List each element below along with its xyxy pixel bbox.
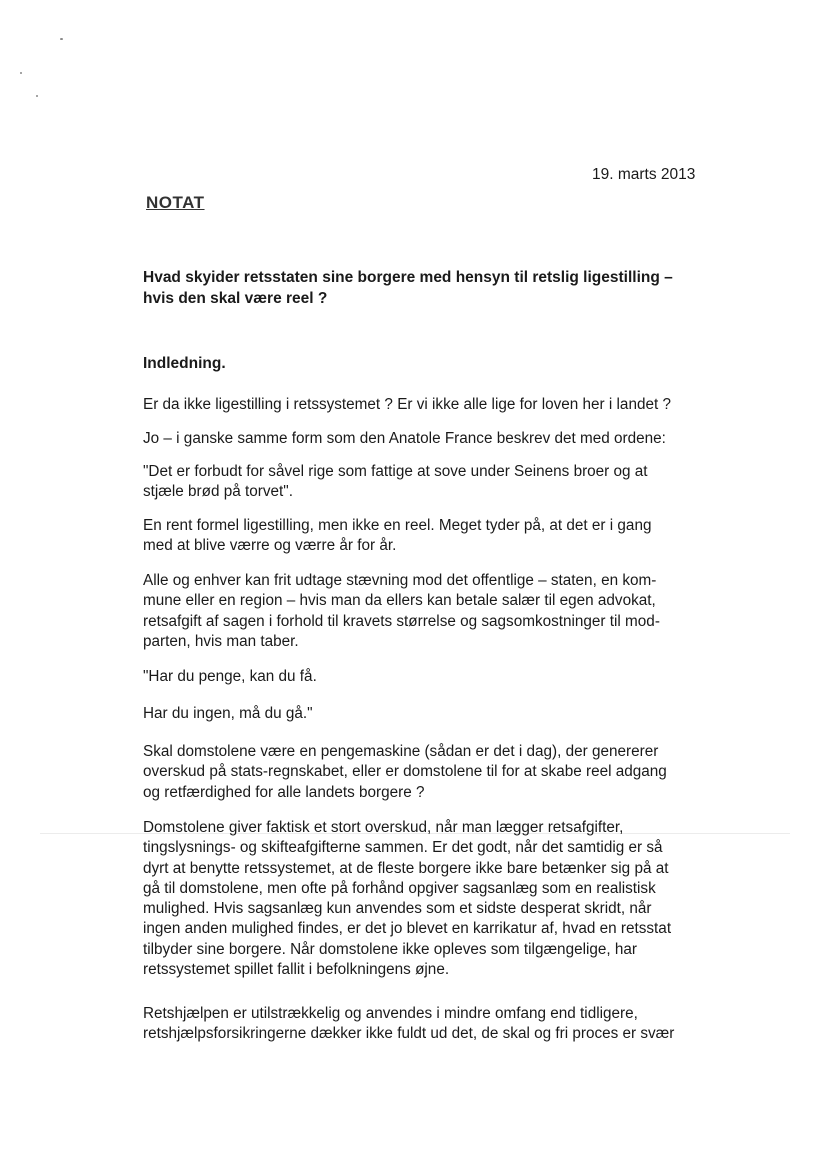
text-line: og retfærdighed for alle landets borgere ? xyxy=(143,783,425,801)
text-line: "Det er forbudt for såvel rige som fattige at sove under Seinens broer og at xyxy=(143,463,648,480)
text-line: dyrt at benytte retssystemet, at de fleste borgere ikke bare betænker sig på at xyxy=(143,859,669,877)
paragraph xyxy=(143,667,703,687)
text-line: overskud på stats-regnskabet, eller er domstolene til for at skabe reel adgang xyxy=(143,763,667,781)
text-line: Alle og enhver kan frit udtage stævning mod det offentlige – staten, en kom- xyxy=(143,572,657,589)
text-line: Skal domstolene være en pengemaskine (sådan er det i dag), der genererer xyxy=(143,743,659,760)
scan-speck xyxy=(60,38,63,40)
title-line: hvis den skal være reel ? xyxy=(143,290,328,307)
paragraph xyxy=(143,516,703,557)
paragraph xyxy=(143,429,703,449)
paragraph xyxy=(143,818,703,980)
title-line: Hvad skyider retsstaten sine borgere med hensyn til retslig ligestilling – xyxy=(143,269,673,286)
text-line: "Har du penge, kan du få. xyxy=(143,668,317,685)
scan-speck xyxy=(36,95,38,97)
text-line: Jo – i ganske samme form som den Anatole France beskrev det med ordene: xyxy=(143,430,666,447)
document-heading: NOTAT xyxy=(146,193,205,212)
text-line: Har du ingen, må du gå." xyxy=(143,705,313,722)
paragraph xyxy=(143,742,703,803)
paragraph xyxy=(143,1004,703,1045)
text-line: mulighed. Hvis sagsanlæg kun anvendes som et sidste desperat skridt, når xyxy=(143,900,652,918)
text-line: retsafgift af sagen i forhold til kravets størrelse og sagsomkostninger til mod- xyxy=(143,612,660,630)
paragraph xyxy=(143,704,703,724)
paragraph xyxy=(143,462,703,503)
text-line: Er da ikke ligestilling i retssystemet ? Er vi ikke alle lige for loven her i landet ? xyxy=(143,396,671,413)
text-line: gå til domstolene, men ofte på forhånd opgiver sagsanlæg som en realistisk xyxy=(143,879,656,897)
text-line: tingslysnings- og skifteafgifterne sammen. Er det godt, når det samtidig er så xyxy=(143,839,663,857)
text-line: stjæle brød på torvet". xyxy=(143,483,293,501)
text-line: tilbyder sine borgere. Når domstolene ikke opleves som tilgængelige, har xyxy=(143,940,638,958)
document-title xyxy=(143,267,703,309)
paragraph xyxy=(143,571,703,652)
document-date: 19. marts 2013 xyxy=(592,166,696,183)
text-line: parten, hvis man taber. xyxy=(143,632,299,650)
text-line: mune eller en region – hvis man da ellers kan betale salær til egen advokat, xyxy=(143,592,656,610)
scan-speck xyxy=(20,72,22,74)
paragraph xyxy=(143,395,703,415)
text-line: En rent formel ligestilling, men ikke en reel. Meget tyder på, at det er i gang xyxy=(143,517,652,534)
text-line: med at blive værre og værre år for år. xyxy=(143,537,397,555)
section-heading: Indledning. xyxy=(143,355,226,372)
text-line: retssystemet spillet fallit i befolkningens øjne. xyxy=(143,961,450,979)
text-line: ingen anden mulighed findes, er det jo blevet en karrikatur af, hvad en retsstat xyxy=(143,920,672,938)
text-line: Domstolene giver faktisk et stort overskud, når man lægger retsafgifter, xyxy=(143,819,624,836)
text-line: Retshjælpen er utilstrækkelig og anvendes i mindre omfang end tidligere, xyxy=(143,1005,638,1022)
text-line: retshjælpsforsikringerne dækker ikke fuldt ud det, de skal og fri proces er svær xyxy=(143,1025,675,1043)
